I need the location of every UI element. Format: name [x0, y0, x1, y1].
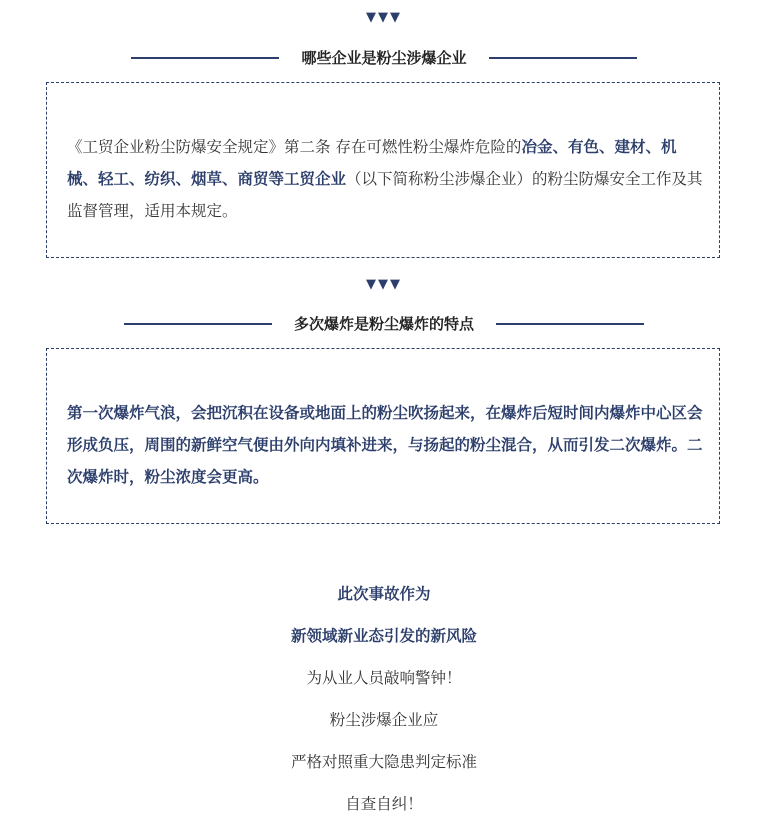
section-title-2: 多次爆炸是粉尘爆炸的特点	[293, 315, 474, 333]
closing-line-3: 为从业人员敲响警钟！	[306, 669, 462, 687]
heading-divider-right	[489, 57, 637, 59]
section-title-1: 哪些企业是粉尘涉爆企业	[301, 49, 467, 67]
closing-line-1: 此次事故作为	[337, 585, 431, 603]
heading-divider-left	[131, 57, 279, 59]
heading-divider-left	[124, 323, 272, 325]
box-2-text: 第一次爆炸气浪，会把沉积在设备或地面上的粉尘吹扬起来，在爆炸后短时间内爆炸中心区会形成负压，周围的新鲜空气便由外向内填补进来，与扬起的粉尘混合，从而引发二次爆炸。二次爆炸时，粉尘浓度会更高。	[67, 404, 703, 486]
closing-line-5: 严格对照重大隐患判定标准	[290, 753, 477, 771]
closing-line-6: 自查自纠！	[345, 795, 423, 813]
down-arrows-icon: ▼▼▼	[366, 10, 402, 25]
closing-line-2: 新领域新业态引发的新风险	[290, 627, 477, 645]
info-box-1	[46, 82, 720, 258]
section-heading-1	[0, 48, 768, 68]
down-arrows-icon: ▼▼▼	[366, 277, 402, 292]
box-1-text-part1: 《工贸企业粉尘防爆安全规定》第二条 存在可燃性粉尘爆炸危险的	[67, 138, 522, 156]
info-box-2	[46, 348, 720, 524]
box-1-text-part3: （以下简称粉尘涉爆企业）的粉尘防爆安全工作及其监督管理，适用本规定。	[67, 170, 703, 220]
box-1-text-emphasis: 冶金、有色、建材、机械、轻工、纺织、烟草、商贸等工贸企业	[67, 138, 677, 188]
heading-divider-right	[496, 323, 644, 325]
box-1-text	[67, 131, 703, 227]
closing-line-4: 粉尘涉爆企业应	[329, 711, 439, 729]
section-heading-2	[0, 314, 768, 334]
